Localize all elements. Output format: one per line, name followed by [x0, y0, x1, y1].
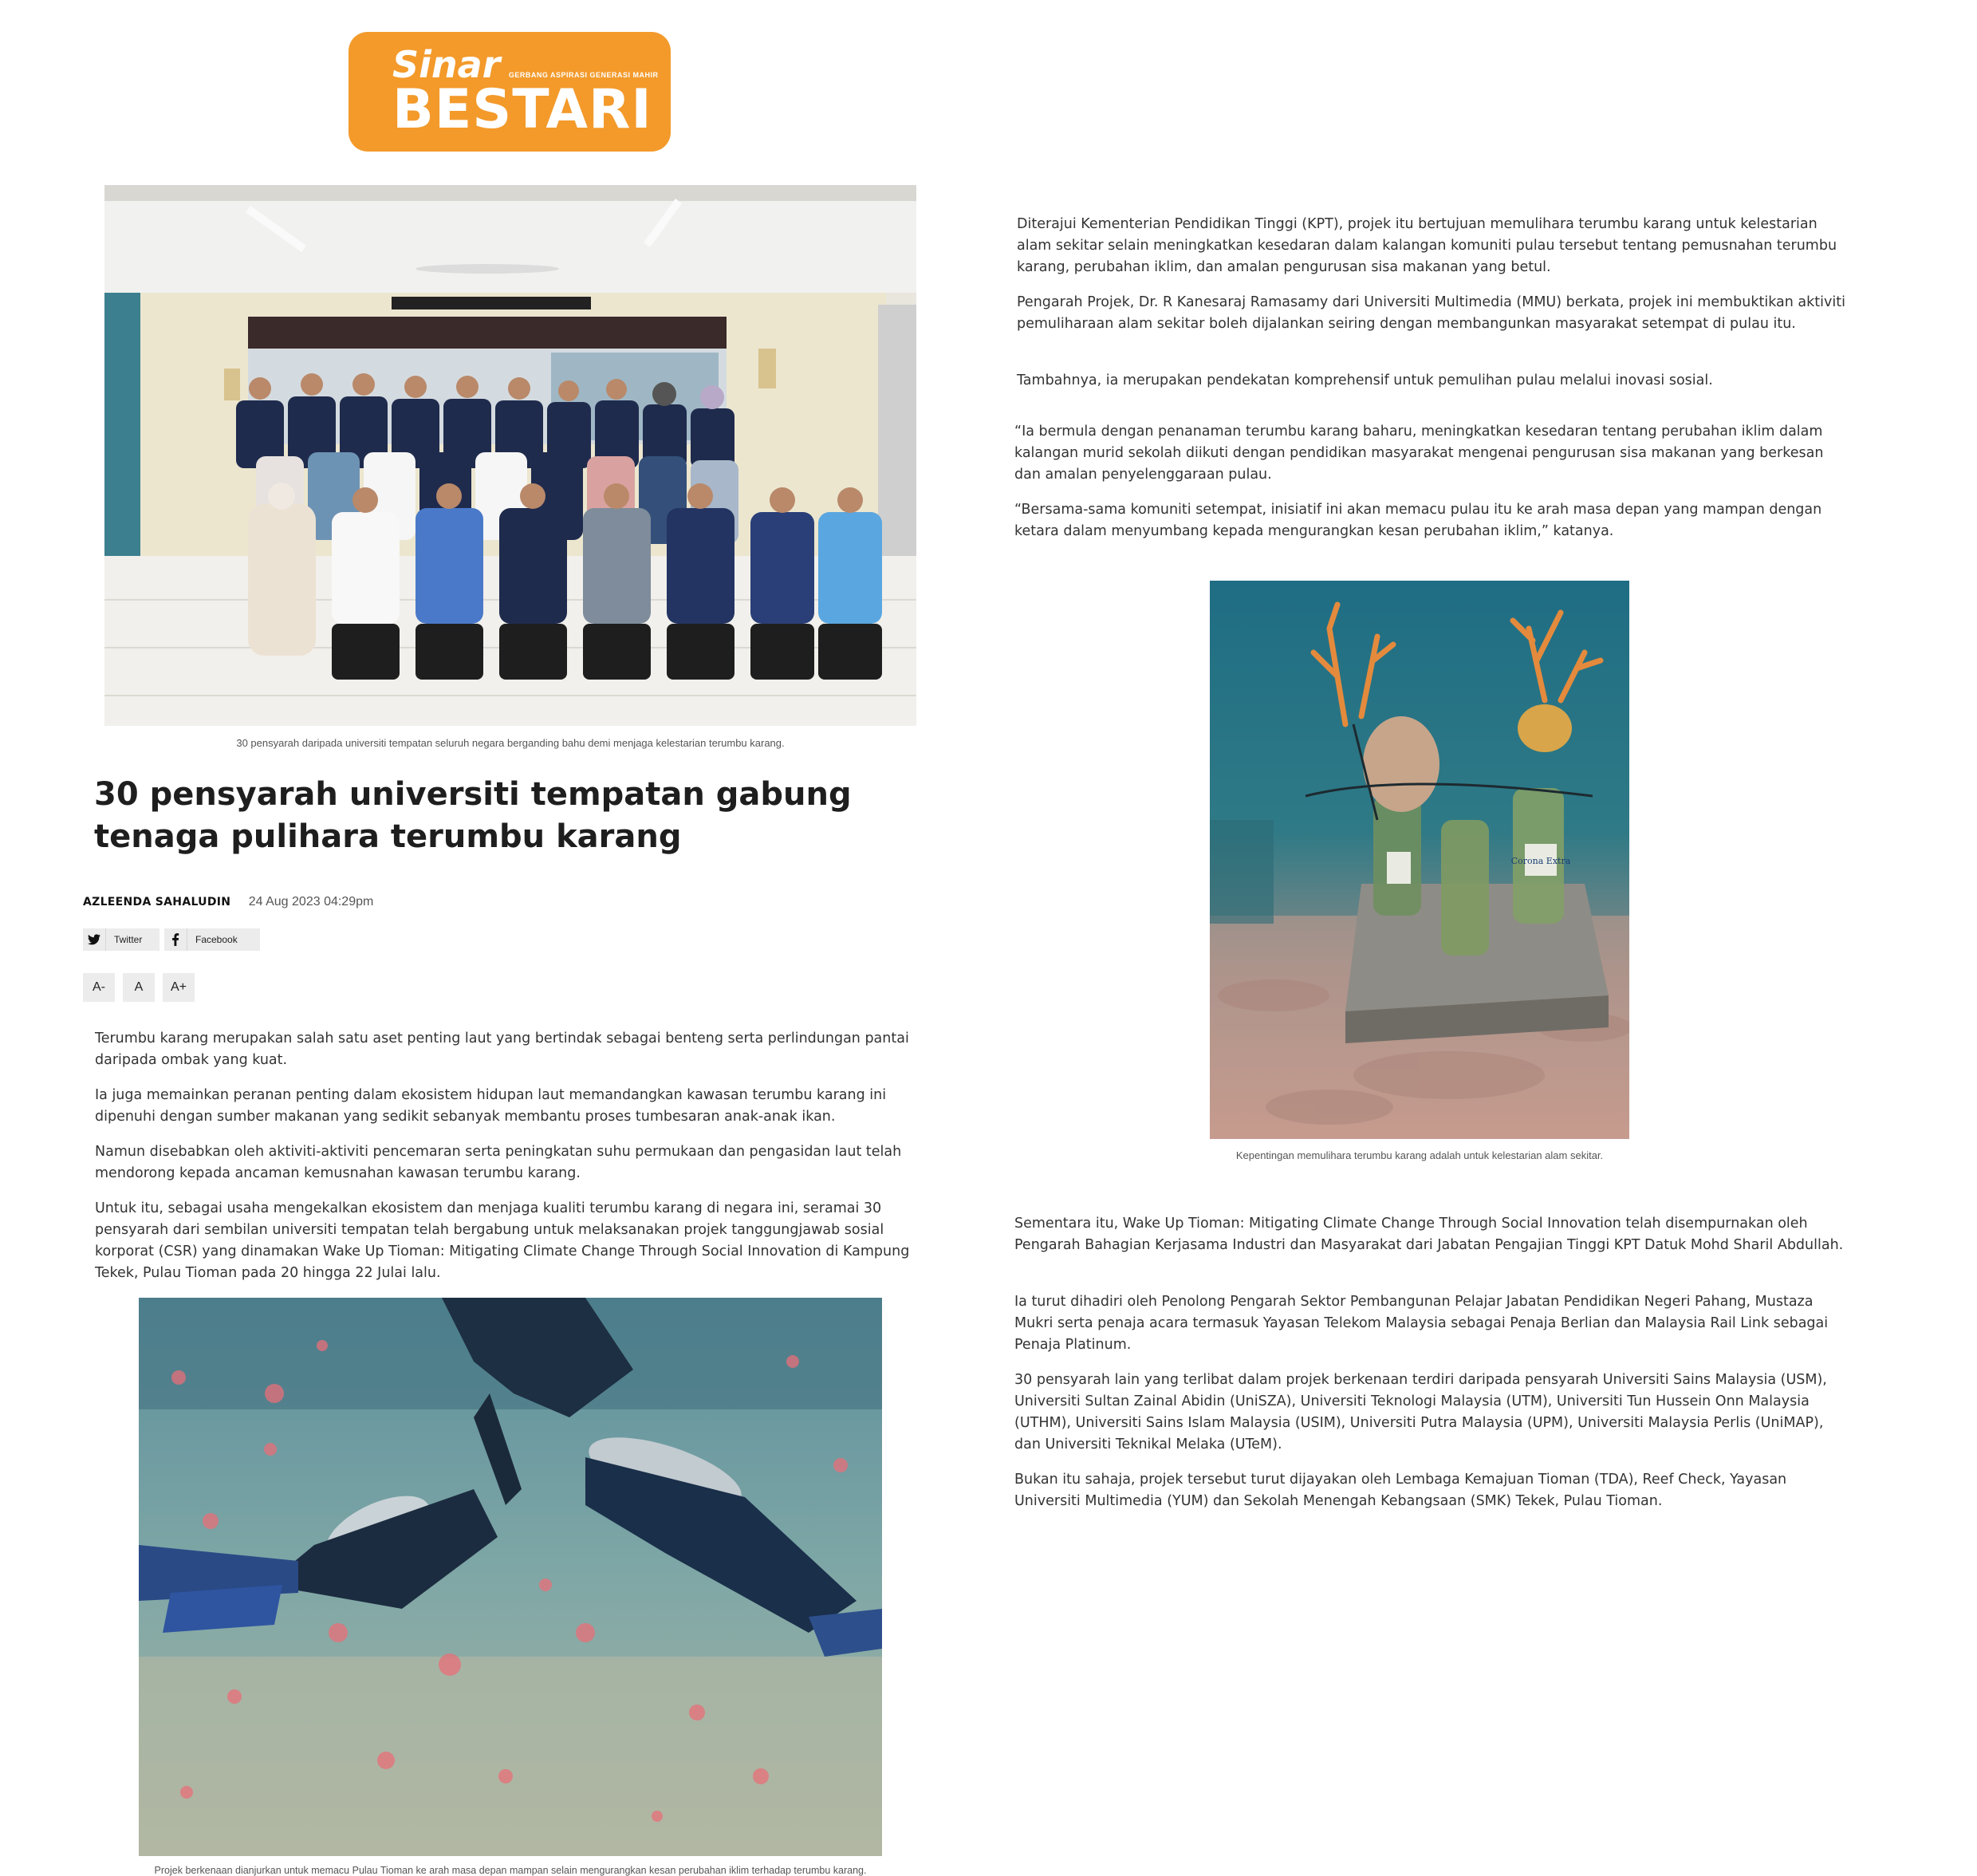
logo-word-sinar: Sinar [392, 43, 501, 86]
twitter-label: Twitter [114, 934, 143, 945]
article-paragraph: Tambahnya, ia merupakan pendekatan komprehensif untuk pemulihan pulau melalui inovasi sosial. [1017, 372, 1713, 388]
facebook-share-button[interactable] [164, 928, 260, 951]
logo-word-bestari: BESTARI [392, 78, 652, 141]
article-paragraph: Diterajui Kementerian Pendidikan Tinggi (KPT), projek itu bertujuan memulihara terumbu karang untuk kelestarian alam sekitar selain meningkatkan kesedaran dalam kalangan komuniti pulau tersebut tentang pemusnahan terumbu karang, perubahan iklim, dan amalan pengurusan sisa makanan yang betul. [1017, 216, 1837, 275]
article-paragraph: Bukan itu sahaja, projek tersebut turut dijayakan oleh Lembaga Kemajuan Tioman (TDA), Reef Check, Yayasan Universiti Multimedia (YUM) dan Sekolah Menengah Kebangsaan (SMK) Tekek, Pulau Tioman. [1014, 1472, 1787, 1509]
article-headline: 30 pensyarah universiti tempatan gabung tenaga pulihara terumbu karang [94, 776, 852, 855]
article-paragraph: Untuk itu, sebagai usaha mengekalkan ekosistem dan menjaga kualiti terumbu karang di negara ini, seramai 30 pensyarah dari sembilan universiti tempatan telah bergabung untuk melaksanakan projek tanggungjawab sosial korporat (CSR) yang dinamakan Wake Up Tioman: Mitigating Climate Change Through Social Innovation di Kampung Tekek, Pulau Tioman pada 20 hingga 22 Julai lalu. [95, 1200, 910, 1281]
font-decrease-button[interactable]: A- [83, 973, 115, 1002]
photo2-caption: Projek berkenaan dianjurkan untuk memacu Pulau Tioman ke arah masa depan mampan selain mengurangkan kesan perubahan iklim terhadap terumbu karang. [154, 1865, 867, 1876]
article-paragraph: Ia juga memainkan peranan penting dalam ekosistem hidupan laut memandangkan kawasan terumbu karang ini dipenuhi dengan sumber makanan yang sedikit sebanyak membantu proses tumbesaran anak-anak ikan. [95, 1087, 887, 1125]
article-paragraph: Pengarah Projek, Dr. R Kanesaraj Ramasamy dari Universiti Multimedia (MMU) berkata, projek ini membuktikan aktiviti pemuliharaan alam sekitar boleh dijalankan seiring dengan membangunkan masyarakat setempat di pulau itu. [1017, 294, 1845, 332]
coral-photo [1210, 581, 1629, 1139]
quote-paragraph: “Bersama-sama komuniti setempat, inisiatif ini akan memacu pulau itu ke arah masa depan yang mampan dengan ketara dalam menyumbang kepada mengurangkan kesan perubahan iklim,” katanya. [1014, 502, 1822, 539]
article-paragraph: Sementara itu, Wake Up Tioman: Mitigating Climate Change Through Social Innovation telah disempurnakan oleh Pengarah Bahagian Kerjasama Industri dan Masyarakat dari Jabatan Pengajian Tinggi KPT Datuk Mohd Sharil Abdullah. [1014, 1216, 1844, 1253]
group-photo [104, 185, 916, 726]
divers-photo [139, 1298, 882, 1856]
article-paragraph: Terumbu karang merupakan salah satu aset penting laut yang bertindak sebagai benteng serta perlindungan pantai daripada ombak yang kuat. [95, 1031, 909, 1068]
publish-date: 24 Aug 2023 04:29pm [248, 895, 374, 908]
photo3-caption: Kepentingan memulihara terumbu karang adalah untuk kelestarian alam sekitar. [1235, 1149, 1604, 1161]
font-normal-button[interactable]: A [123, 973, 155, 1002]
article-paragraph: Ia turut dihadiri oleh Penolong Pengarah Sektor Pembangunan Pelajar Jabatan Pendidikan Negeri Pahang, Mustaza Mukri serta penaja acara termasuk Yayasan Telekom Malaysia sebagai Penaja Berlian dan Malaysia Rail Link sebagai Penaja Platinum. [1014, 1294, 1829, 1353]
facebook-label: Facebook [195, 934, 238, 945]
author-name[interactable]: AZLEENDA SAHALUDIN [83, 896, 231, 908]
twitter-icon [83, 928, 106, 951]
font-increase-button[interactable]: A+ [163, 973, 195, 1002]
photo1-caption: 30 pensyarah daripada universiti tempatan seluruh negara berganding bahu demi menjaga kelestarian terumbu karang. [236, 737, 785, 749]
article-paragraph: 30 pensyarah lain yang terlibat dalam projek berkenaan terdiri daripada pensyarah Universiti Sains Malaysia (USM), Universiti Sultan Zainal Abidin (UniSZA), Universiti Teknologi Malaysia (UTM), Universiti Tun Hussein Onn Malaysia (UTHM), Universiti Sains Islam Malaysia (USIM), Universiti Putra Malaysia (UPM), Universiti Malaysia Perlis (UniMAP), dan Universiti Teknikal Melaka (UTeM). [1014, 1372, 1827, 1452]
facebook-icon [164, 928, 187, 951]
site-logo[interactable] [349, 32, 671, 152]
quote-paragraph: “Ia bermula dengan penanaman terumbu karang baharu, meningkatkan kesedaran tentang perubahan iklim dalam kalangan murid sekolah diikuti dengan pendidikan masyarakat mengenai pengurusan sisa makanan yang berkesan dan amalan penyelenggaraan pulau. [1014, 424, 1824, 483]
twitter-share-button[interactable] [83, 928, 159, 951]
article-paragraph: Namun disebabkan oleh aktiviti-aktiviti pencemaran serta peningkatan suhu permukaan dan pengasidan laut telah mendorong kepada ancaman kemusnahan kawasan terumbu karang. [95, 1144, 902, 1181]
svg-text:Corona Extra: Corona Extra [1510, 856, 1571, 866]
logo-tagline: GERBANG ASPIRASI GENERASI MAHIR [508, 71, 659, 79]
byline [83, 895, 373, 909]
